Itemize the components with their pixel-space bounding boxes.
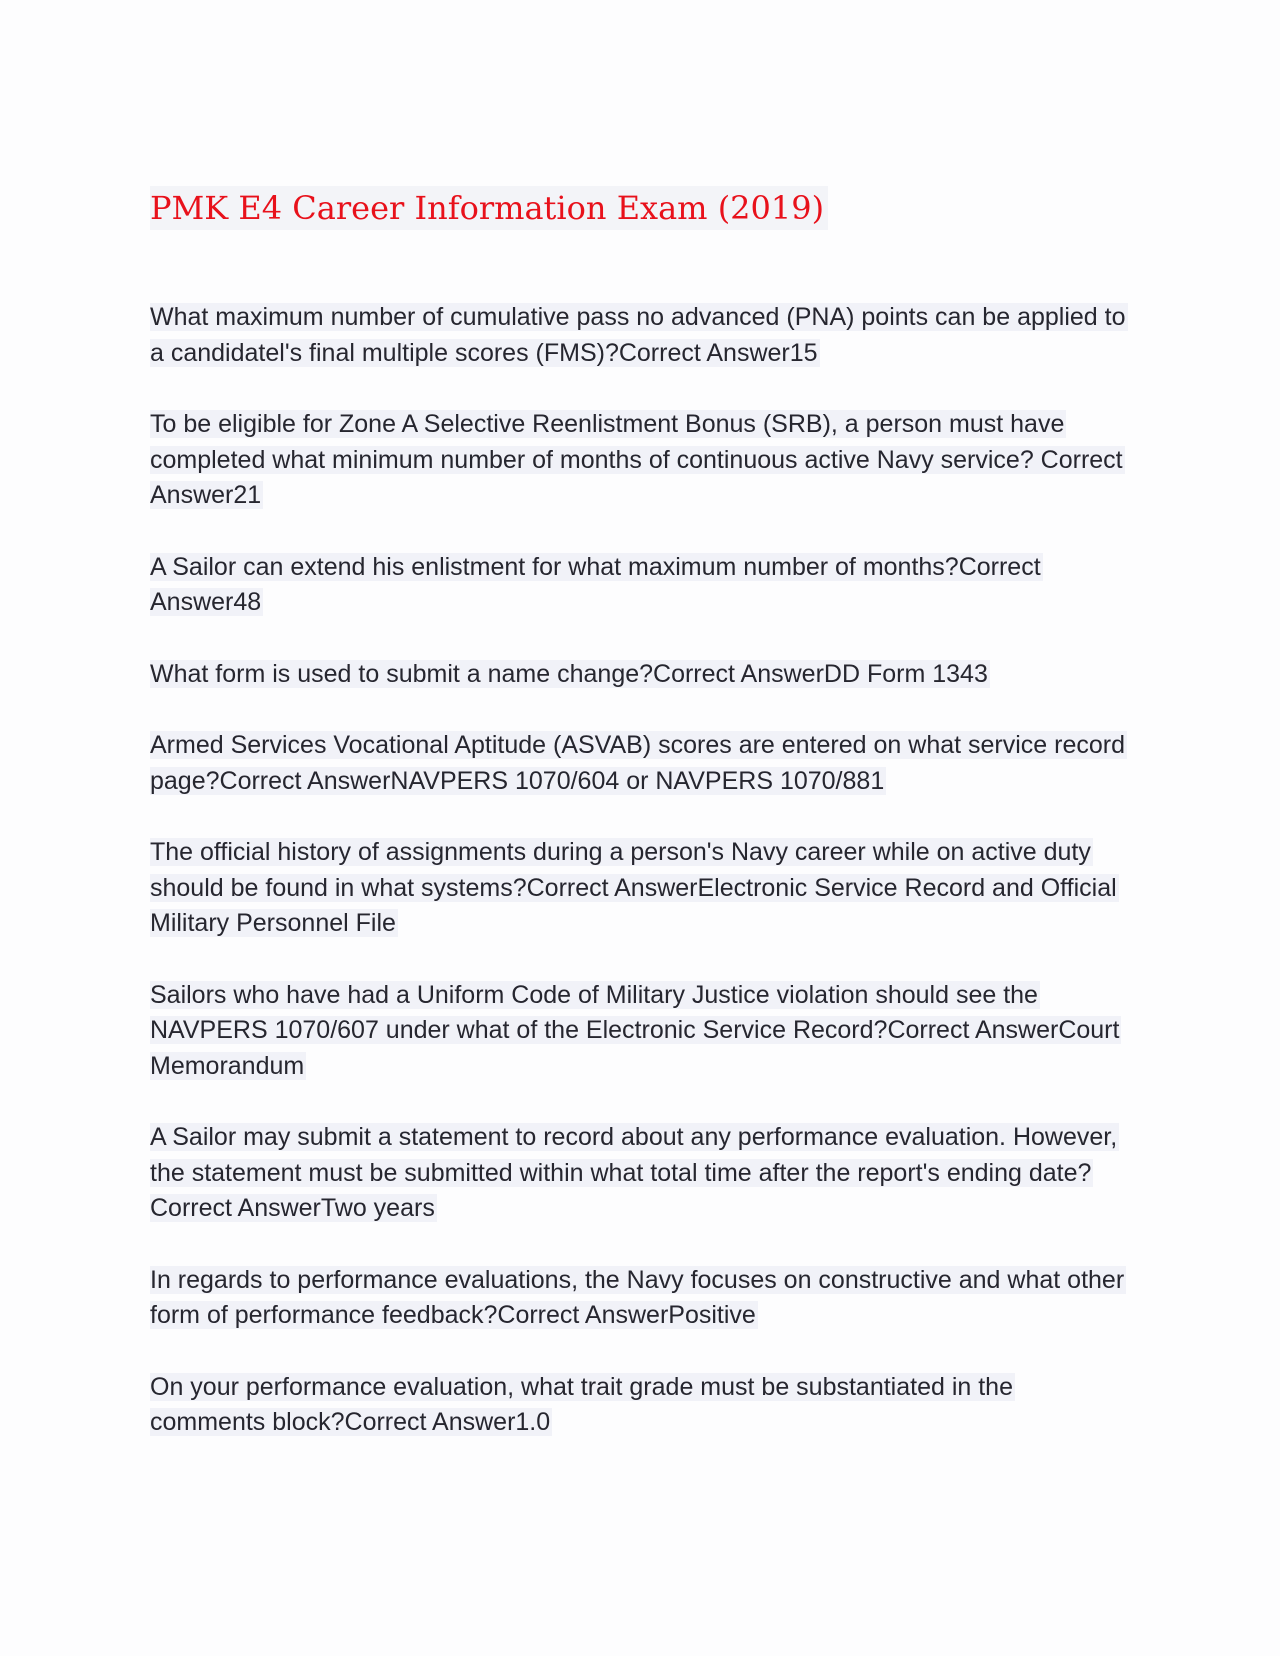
question-item	[150, 407, 1130, 514]
question-text: The official history of assignments during a person's Navy career while on active duty should be found in what systems?Correct AnswerElectronic Service Record and Official Military Personnel File	[150, 838, 1117, 937]
question-item	[150, 1263, 1130, 1334]
question-item	[150, 978, 1130, 1085]
question-text: What maximum number of cumulative pass no advanced (PNA) points can be applied to a candidatel's final multiple scores (FMS)?Correct Answer15	[150, 303, 1126, 367]
question-item	[150, 300, 1130, 371]
question-item	[150, 657, 1130, 693]
question-item	[150, 1120, 1130, 1227]
document-title: PMK E4 Career Information Exam (2019)	[150, 186, 828, 230]
question-item	[150, 728, 1130, 799]
question-item	[150, 1370, 1130, 1441]
question-text: In regards to performance evaluations, the Navy focuses on constructive and what other form of performance feedback?Correct AnswerPositive	[150, 1265, 1125, 1329]
question-list	[150, 300, 1130, 1477]
question-text: Sailors who have had a Uniform Code of Military Justice violation should see the NAVPERS 1070/607 under what of the Electronic Service Record?Correct AnswerCourt Memorandum	[150, 980, 1120, 1080]
question-item	[150, 550, 1130, 621]
question-text: A Sailor can extend his enlistment for what maximum number of months?Correct Answer48	[150, 552, 1041, 616]
question-text: A Sailor may submit a statement to record about any performance evaluation. However, the statement must be submitted within what total time after the report's ending date?Correct AnswerTwo years	[150, 1123, 1118, 1222]
question-item	[150, 835, 1130, 942]
question-text: To be eligible for Zone A Selective Reenlistment Bonus (SRB), a person must have completed what minimum number of months of continuous active Navy service? Correct Answer21	[150, 410, 1123, 509]
question-text: What form is used to submit a name change?Correct AnswerDD Form 1343	[150, 659, 988, 688]
question-text: Armed Services Vocational Aptitude (ASVAB) scores are entered on what service record page?Correct AnswerNAVPERS 1070/604 or NAVPERS 1070/881	[150, 731, 1126, 795]
question-text: On your performance evaluation, what trait grade must be substantiated in the comments block?Correct Answer1.0	[150, 1372, 1013, 1436]
